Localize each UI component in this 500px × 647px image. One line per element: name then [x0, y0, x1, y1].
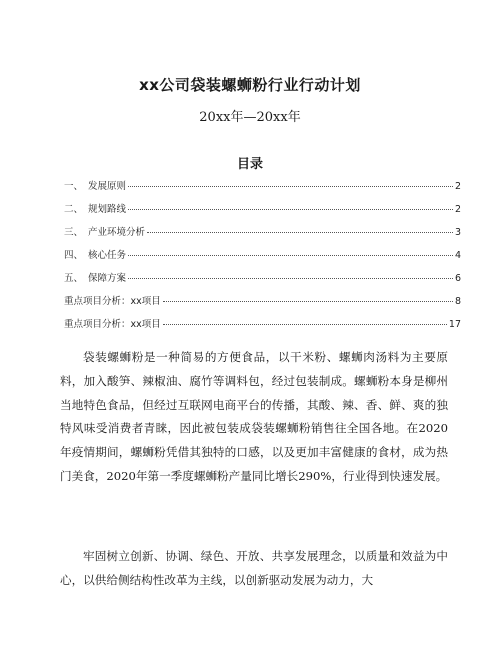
body-paragraph: 袋装螺蛳粉是一种简易的方便食品，以干米粉、螺蛳肉汤料为主要原料，加入酸笋、辣椒油、腐竹等调料包，经过包装制成。螺蛳粉本身是柳州当地特色食品，但经过互联网电商平台的传播，其酸、辣、香、鲜、爽的独特风味受消费者青睐，因此被包装成袋装螺蛳粉销售往全国各地。在2020年疫情期间，螺蛳粉凭借其独特的口感，以及更加丰富健康的食材，成为热门美食，2020年第一季度螺蛳粉产量同比增长290%，行业得到快速发展。 [60, 350, 448, 483]
toc-item-label: 保障方案 [88, 273, 127, 284]
toc-item[interactable] [64, 224, 461, 247]
toc-item[interactable] [64, 270, 461, 293]
toc-item-label: 规划路线 [88, 204, 127, 215]
toc-item-page: 2 [454, 181, 461, 192]
toc-item-number: 二、 [64, 204, 84, 215]
toc-item[interactable] [64, 201, 461, 224]
toc-item-page: 8 [454, 296, 461, 307]
toc-item-label: 产业环境分析 [88, 227, 146, 238]
toc-leader-dots [128, 255, 453, 256]
document-subtitle: 20xx年—20xx年 [199, 110, 301, 125]
toc-item-page: 6 [454, 273, 461, 284]
toc-leader-dots [163, 324, 447, 325]
toc-item[interactable] [64, 293, 461, 316]
toc-item[interactable] [64, 178, 461, 201]
toc-item[interactable] [64, 316, 461, 339]
toc-leader-dots [128, 186, 453, 187]
toc-leader-dots [128, 278, 453, 279]
toc-item-number: 四、 [64, 250, 84, 261]
toc-leader-dots [163, 301, 453, 302]
toc-item-page: 2 [454, 204, 461, 215]
body-paragraph: 牢固树立创新、协调、绿色、开放、共享发展理念，以质量和效益为中心，以供给侧结构性改革为主线，以创新驱动发展为动力，大 [60, 549, 448, 587]
toc-leader-dots [128, 209, 453, 210]
table-of-contents [64, 178, 461, 339]
toc-item-number: 五、 [64, 273, 84, 284]
toc-item-number: 三、 [64, 227, 84, 238]
toc-heading: 目录 [236, 157, 263, 172]
toc-item[interactable] [64, 247, 461, 270]
document-title: xx公司袋装螺蛳粉行业行动计划 [139, 76, 361, 94]
toc-item-label: 核心任务 [88, 250, 127, 261]
toc-item-page: 3 [454, 227, 461, 238]
toc-leader-dots [147, 232, 453, 233]
toc-item-number: 一、 [64, 181, 84, 192]
toc-item-label: 发展原则 [88, 181, 127, 192]
toc-item-page: 17 [448, 319, 461, 330]
toc-item-label: 重点项目分析：xx项目 [64, 319, 161, 330]
toc-item-label: 重点项目分析：xx项目 [64, 296, 161, 307]
toc-item-page: 4 [454, 250, 461, 261]
